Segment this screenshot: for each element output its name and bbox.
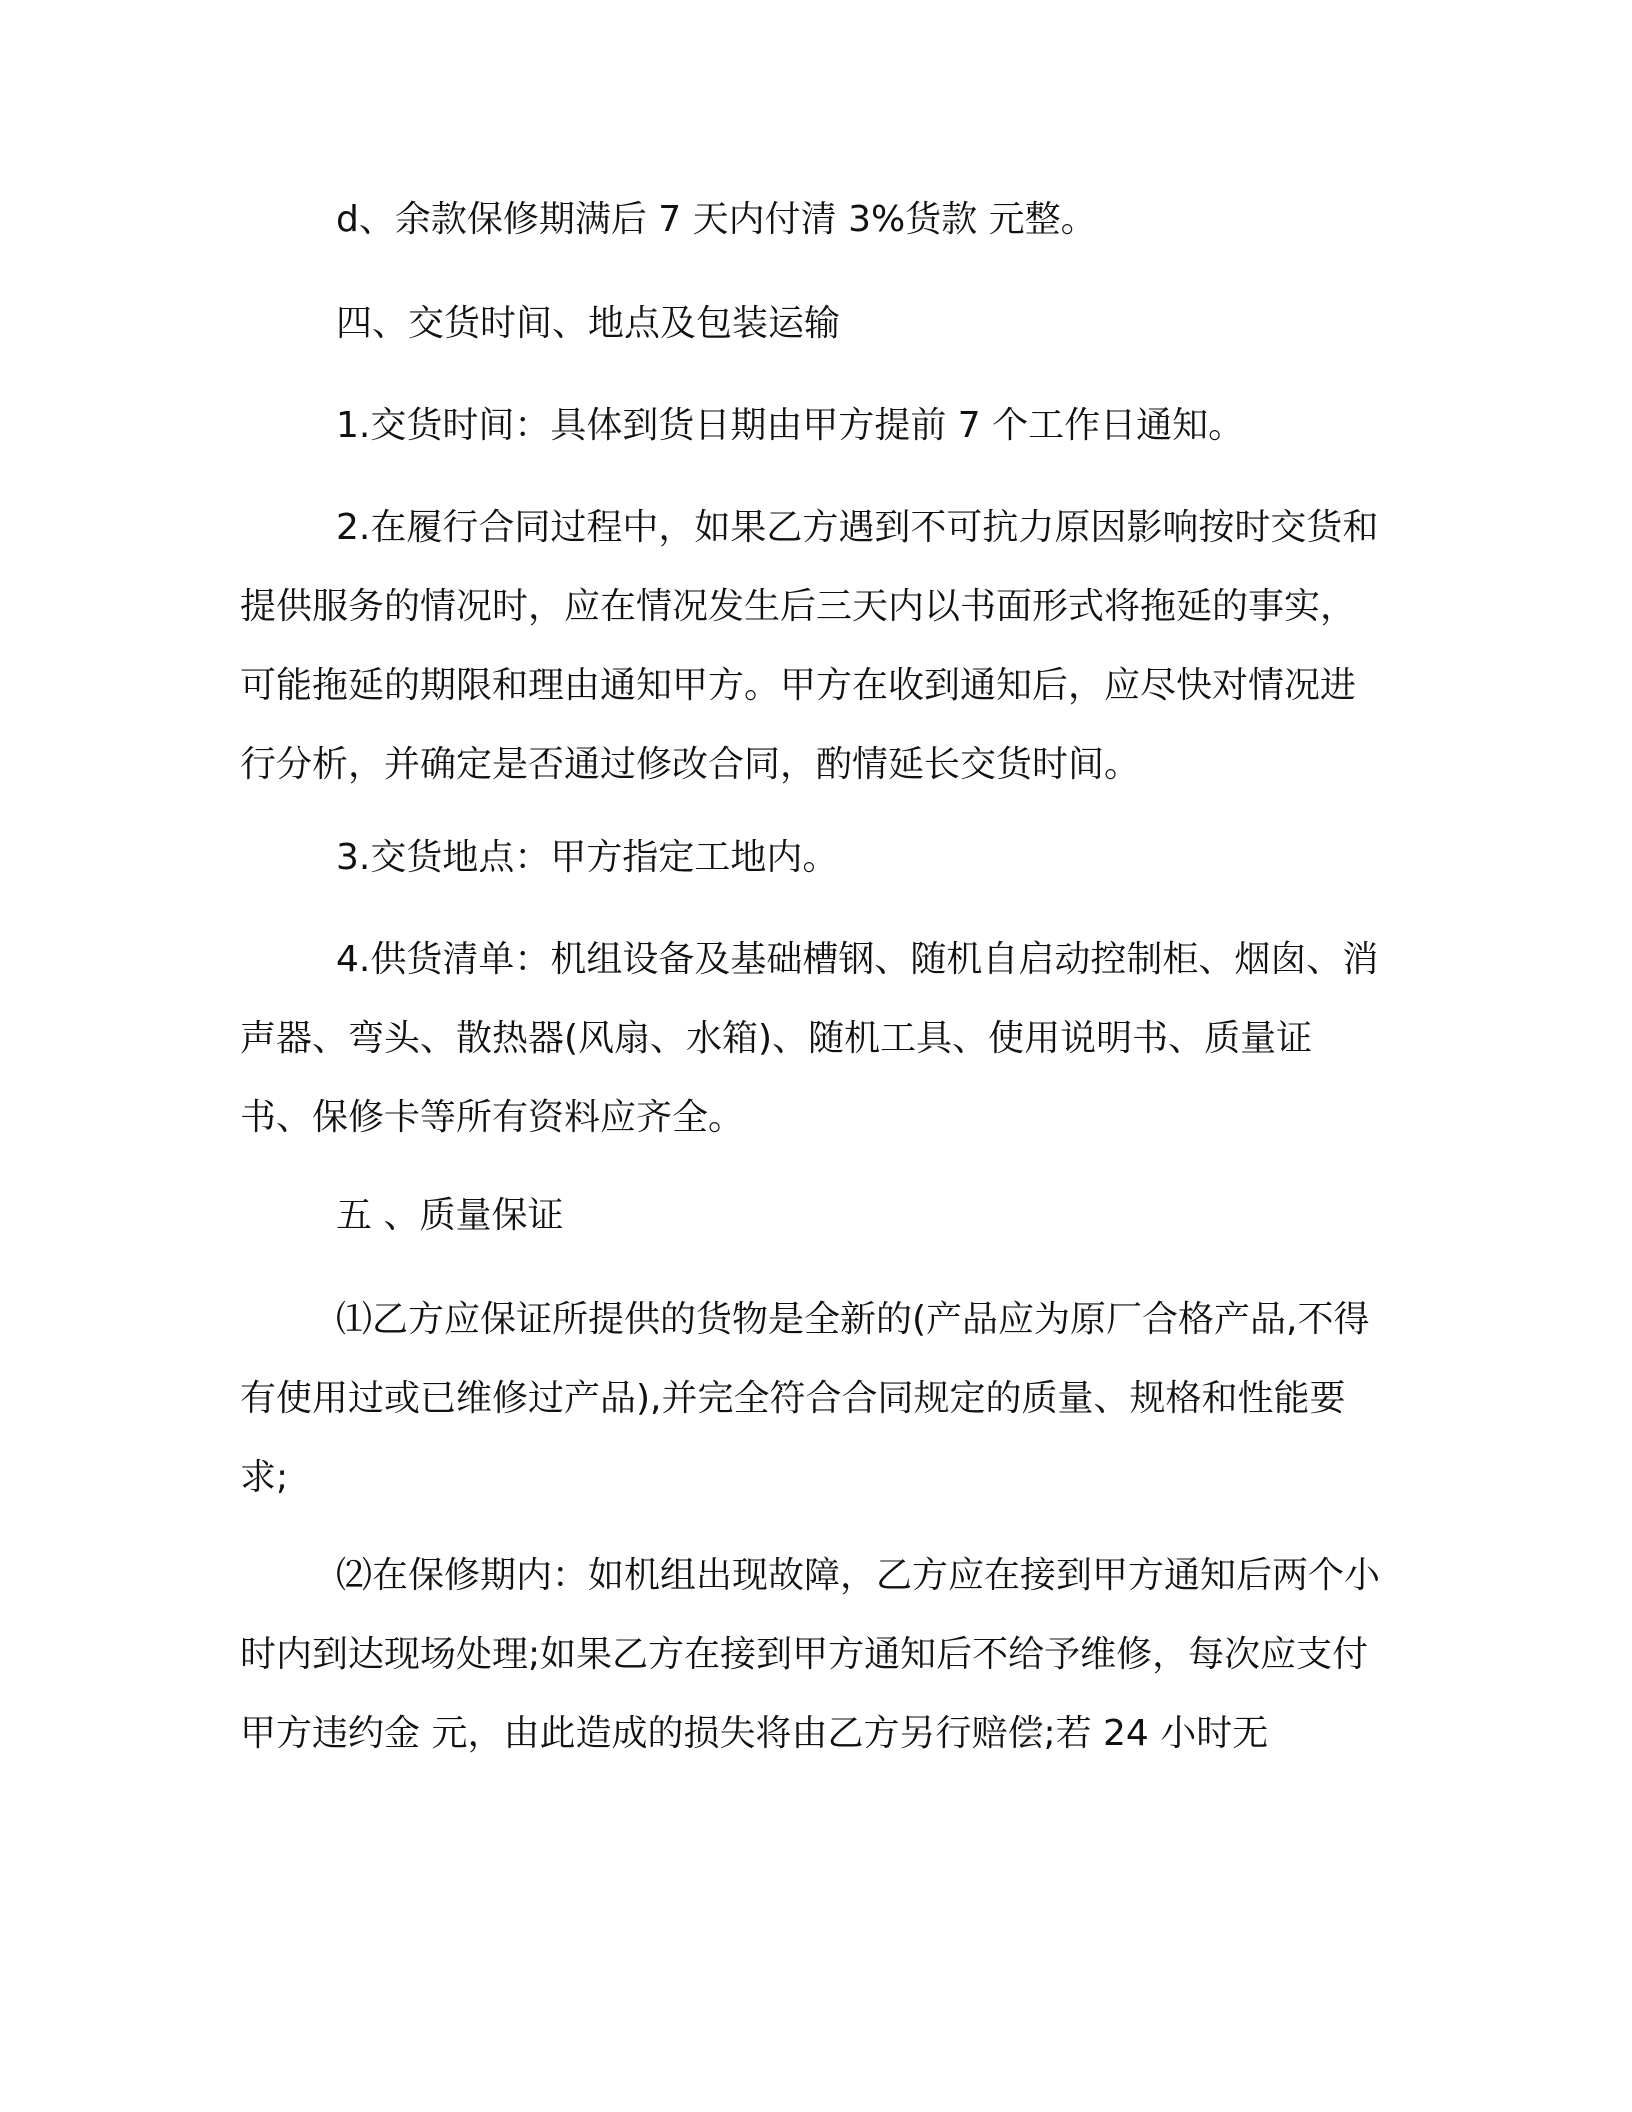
clause-4-4-supply-list: 4.供货清单：机组设备及基础槽钢、随机自启动控制柜、烟囱、消声器、弯头、散热器(风扇、水箱)、随机工具、使用说明书、质量证书、保修卡等所有资料应齐全。 xyxy=(240,939,1379,1138)
clause-4-2-force-majeure: 2.在履行合同过程中，如果乙方遇到不可抗力原因影响按时交货和提供服务的情况时，应在情况发生后三天内以书面形式将拖延的事实，可能拖延的期限和理由通知甲方。甲方在收到通知后，应尽快对情况进行分析，并确定是否通过修改合同，酌情延长交货时间。 xyxy=(240,507,1379,785)
clause-5-1-new-goods: ⑴乙方应保证所提供的货物是全新的(产品应为原厂合格产品,不得有使用过或已维修过产品),并完全符合合同规定的质量、规格和性能要求; xyxy=(240,1299,1370,1498)
section-5-title: 五 、质量保证 xyxy=(336,1195,564,1236)
section-4-title: 四、交货时间、地点及包装运输 xyxy=(336,303,841,344)
payment-term-d: d、余款保修期满后 7 天内付清 3%货款 元整。 xyxy=(336,199,1097,240)
clause-5-2-warranty-service: ⑵在保修期内：如机组出现故障，乙方应在接到甲方通知后两个小时内到达现场处理;如果乙方在接到甲方通知后不给予维修，每次应支付甲方违约金 元，由此造成的损失将由乙方另行赔偿;若 24 小时无 xyxy=(240,1555,1381,1754)
clause-4-3-delivery-location: 3.交货地点：甲方指定工地内。 xyxy=(336,837,839,878)
clause-4-1-delivery-time: 1.交货时间：具体到货日期由甲方提前 7 个工作日通知。 xyxy=(336,405,1245,446)
